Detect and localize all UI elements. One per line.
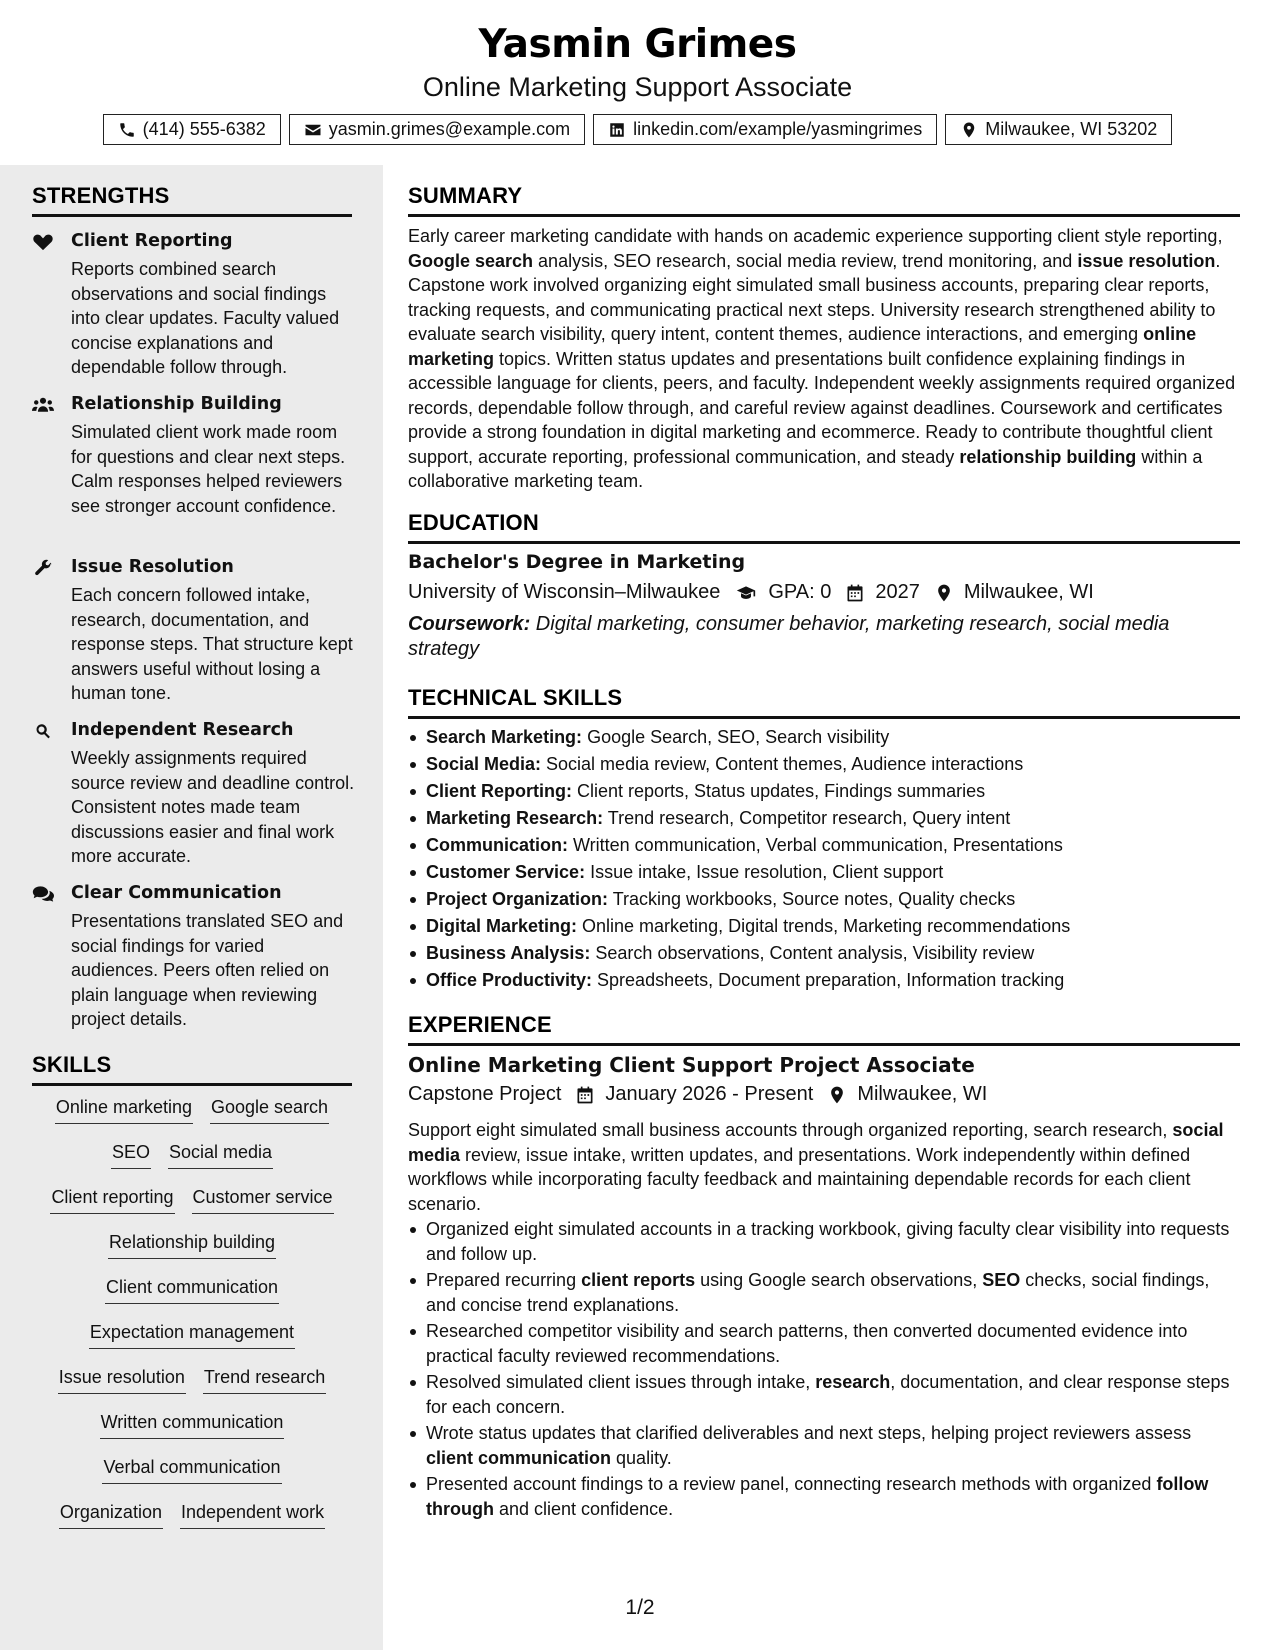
skill-values: Spreadsheets, Document preparation, Information tracking [592, 970, 1065, 990]
bullet-keyword: follow through [426, 1474, 1209, 1519]
skill-tag: Independent work [180, 1500, 325, 1529]
intro-segment: review, issue intake, written updates, and presentations. Work independently within defined workflows while incorporating faculty feedback and maintaining dependable records for each client scenario. [408, 1144, 1191, 1214]
job-intro [408, 1118, 1240, 1216]
bullet-segment: Presented account findings to a review panel, connecting research methods with organized [426, 1474, 1157, 1494]
search-icon [32, 722, 54, 740]
list-item [408, 1268, 1240, 1317]
contact-linkedin-text: linkedin.com/example/yasmingrimes [633, 119, 923, 139]
strength-desc: Weekly assignments required source review and deadline control. Consistent notes made team discussions easier and final work more accurate. [71, 748, 355, 866]
intro-segment: Support eight simulated small business accounts through organized reporting, search research, [408, 1120, 1173, 1140]
skill-row [32, 1320, 352, 1365]
skill-values: Search observations, Content analysis, Visibility review [590, 943, 1035, 963]
page-number: 1/2 [625, 1596, 655, 1619]
skill-category: Social Media: [426, 754, 542, 774]
map-pin-icon [960, 121, 978, 139]
skill-tag: Written communication [100, 1410, 285, 1439]
skill-tag: Client communication [105, 1275, 279, 1304]
strength-title: Client Reporting [71, 231, 233, 251]
skill-tag: Online marketing [55, 1095, 193, 1124]
list-item [408, 968, 1240, 995]
technical-skills-heading: TECHNICAL SKILLS [408, 685, 1240, 719]
list-item [408, 1319, 1240, 1368]
strength-desc: Reports combined search observations and social findings into clear updates. Faculty valued concise explanations and dependable follow through. [71, 259, 340, 377]
skill-tag: Google search [210, 1095, 329, 1124]
contact-email-text: yasmin.grimes@example.com [328, 119, 571, 139]
intro-keyword: social media [408, 1120, 1224, 1165]
education-heading: EDUCATION [408, 510, 1240, 544]
coursework-label: Coursework: [408, 613, 531, 635]
skill-tag: Client reporting [50, 1185, 174, 1214]
skill-values: Trend research, Competitor research, Query intent [603, 808, 1011, 828]
job-location: Milwaukee, WI [857, 1083, 988, 1105]
summary-segment: Early career marketing candidate with hands on academic experience supporting client style reporting, [408, 226, 1223, 246]
bullet-segment: Researched competitor visibility and search patterns, then converted documented evidence into practical faculty reviewed recommendations. [426, 1321, 1188, 1366]
summary-keyword: relationship building [959, 446, 1137, 467]
job-dates: January 2026 - Present [605, 1083, 814, 1105]
bullet-keyword: client communication [426, 1447, 612, 1468]
list-item [408, 1370, 1240, 1419]
coursework-text: Digital marketing, consumer behavior, marketing research, social media strategy [408, 613, 1170, 660]
summary-segment: . Capstone work involved organizing eight simulated small business accounts, preparing clear reports, tracking requests, and communicating practical next steps. University research strengthened ability to evaluate search visibility, query intent, content themes, audience interactions, and emerging [408, 250, 1221, 344]
strength-desc: Presentations translated SEO and social findings for varied audiences. Peers often relied on plain language when reviewing project details. [71, 911, 344, 1029]
experience-bullets [408, 1217, 1240, 1523]
bullet-segment: and client confidence. [493, 1498, 674, 1519]
graduation-year: 2027 [875, 581, 920, 603]
skill-tag: Customer service [192, 1185, 334, 1214]
list-item [408, 1421, 1240, 1470]
skill-tag: SEO [111, 1140, 151, 1169]
skill-category: Project Organization: [426, 889, 609, 909]
calendar-icon [845, 583, 865, 603]
summary-text [408, 224, 1240, 494]
skill-category: Marketing Research: [426, 808, 604, 828]
linkedin-icon [608, 121, 626, 139]
summary-keyword: online marketing [408, 324, 1197, 369]
summary-segment: analysis, SEO research, social media review, trend monitoring, and [533, 250, 1078, 271]
contact-bar [0, 114, 1275, 145]
degree-name: Bachelor's Degree in Marketing [408, 551, 746, 573]
skill-category: Customer Service: [426, 862, 586, 882]
skill-category: Communication: [426, 835, 568, 855]
list-item [408, 806, 1240, 833]
contact-email[interactable] [289, 114, 585, 145]
list-item [408, 1472, 1240, 1521]
summary-segment: within a collaborative marketing team. [408, 446, 1203, 491]
skill-tag: Relationship building [108, 1230, 276, 1259]
skill-values: Online marketing, Digital trends, Marketing recommendations [577, 916, 1071, 936]
summary-heading: SUMMARY [408, 183, 1240, 217]
skill-category: Office Productivity: [426, 970, 593, 990]
skill-values: Client reports, Status updates, Findings summaries [572, 781, 986, 801]
skill-category: Search Marketing: [426, 727, 583, 747]
list-item [408, 833, 1240, 860]
company-name: Capstone Project [408, 1083, 562, 1105]
education-location: Milwaukee, WI [963, 581, 1094, 603]
skill-category: Digital Marketing: [426, 916, 578, 936]
wrench-icon [32, 559, 54, 577]
list-item [408, 887, 1240, 914]
list-item [408, 1217, 1240, 1266]
skill-values: Written communication, Verbal communication, Presentations [568, 835, 1063, 855]
map-pin-icon [934, 583, 954, 603]
education-details [408, 581, 1094, 604]
skill-category: Business Analysis: [426, 943, 591, 963]
skill-tag: Social media [168, 1140, 273, 1169]
calendar-icon [575, 1085, 595, 1105]
skill-row [32, 1410, 352, 1455]
skill-values: Issue intake, Issue resolution, Client support [585, 862, 944, 882]
list-item [408, 752, 1240, 779]
strength-title: Clear Communication [71, 883, 282, 903]
summary-keyword: issue resolution [1077, 250, 1216, 271]
skill-values: Google Search, SEO, Search visibility [582, 727, 890, 747]
technical-skills-list [408, 725, 1240, 995]
strength-title: Independent Research [71, 720, 294, 740]
strengths-heading: STRENGTHS [32, 183, 352, 217]
skill-row [32, 1185, 352, 1230]
list-item [408, 941, 1240, 968]
contact-phone[interactable] [103, 114, 281, 145]
skill-category: Client Reporting: [426, 781, 572, 801]
list-item [408, 725, 1240, 752]
skill-tag: Issue resolution [58, 1365, 186, 1394]
skill-row [32, 1275, 352, 1320]
users-icon [32, 396, 54, 414]
skill-tag: Trend research [203, 1365, 326, 1394]
skill-tag: Verbal communication [102, 1455, 281, 1484]
school-name: University of Wisconsin–Milwaukee [408, 581, 721, 603]
skill-row [32, 1455, 352, 1500]
bullet-segment: using Google search observations, [695, 1270, 983, 1290]
skills-heading: SKILLS [32, 1052, 352, 1086]
job-title: Online Marketing Client Support Project Associate [408, 1053, 975, 1077]
skill-tag: Organization [59, 1500, 163, 1529]
phone-icon [118, 121, 136, 139]
comments-icon [32, 885, 54, 903]
strength-title: Issue Resolution [71, 557, 234, 577]
bullet-keyword: client reports [581, 1270, 696, 1290]
coursework [408, 612, 1208, 662]
gpa: GPA: 0 [768, 581, 832, 603]
envelope-icon [304, 121, 322, 139]
skill-row [32, 1230, 352, 1275]
bullet-segment: , documentation, and clear response steps for each concern. [426, 1372, 1230, 1417]
bullet-segment: Prepared recurring [426, 1270, 582, 1290]
skills-list [32, 1095, 352, 1545]
skill-row [32, 1095, 352, 1140]
sidebar [0, 165, 383, 1650]
skill-values: Social media review, Content themes, Audience interactions [541, 754, 1024, 774]
strength-desc: Each concern followed intake, research, documentation, and response steps. That structure kept answers useful without losing a human tone. [71, 585, 353, 703]
skill-row [32, 1140, 352, 1185]
bullet-segment: quality. [611, 1447, 672, 1468]
list-item [408, 914, 1240, 941]
bullet-segment: Wrote status updates that clarified deliverables and next steps, helping project reviewers assess [426, 1423, 1192, 1443]
map-pin-icon [827, 1085, 847, 1105]
summary-segment: topics. Written status updates and presentations built confidence explaining findings in accessible language for clients, peers, and faculty. Independent weekly assignments required organized records, dependable follow through, and careful review against deadlines. Coursework and certificates provide a strong foundation in digital marketing and ecommerce. Ready to contribute thoughtful client support, accurate reporting, professional communication, and steady [408, 348, 1236, 467]
job-details [408, 1083, 987, 1106]
bullet-keyword: SEO [982, 1270, 1021, 1290]
bullet-keyword: research [815, 1372, 891, 1392]
heart-icon [32, 233, 54, 251]
skill-values: Tracking workbooks, Source notes, Quality checks [608, 889, 1016, 909]
skill-row [32, 1500, 352, 1545]
resume-header [0, 0, 1275, 165]
list-item [408, 779, 1240, 806]
bullet-segment: Resolved simulated client issues through intake, [426, 1372, 816, 1392]
skill-tag: Expectation management [89, 1320, 295, 1349]
bullet-segment: checks, social findings, and concise trend explanations. [426, 1270, 1210, 1315]
strength-desc: Simulated client work made room for questions and clear next steps. Calm responses helped reviewers see stronger account confidence. [71, 422, 346, 516]
skill-row [32, 1365, 352, 1410]
candidate-role: Online Marketing Support Associate [422, 72, 853, 102]
experience-heading: EXPERIENCE [408, 1012, 1240, 1046]
summary-keyword: Google search [408, 250, 534, 271]
list-item [408, 860, 1240, 887]
contact-location [945, 114, 1172, 145]
contact-location-text: Milwaukee, WI 53202 [985, 119, 1158, 139]
strength-title: Relationship Building [71, 394, 282, 414]
graduation-cap-icon [734, 583, 758, 603]
bullet-segment: Organized eight simulated accounts in a tracking workbook, giving faculty clear visibility into requests and follow up. [426, 1219, 1230, 1264]
candidate-name: Yasmin Grimes [478, 22, 797, 67]
contact-phone-text: (414) 555-6382 [142, 119, 266, 139]
contact-linkedin[interactable] [593, 114, 937, 145]
